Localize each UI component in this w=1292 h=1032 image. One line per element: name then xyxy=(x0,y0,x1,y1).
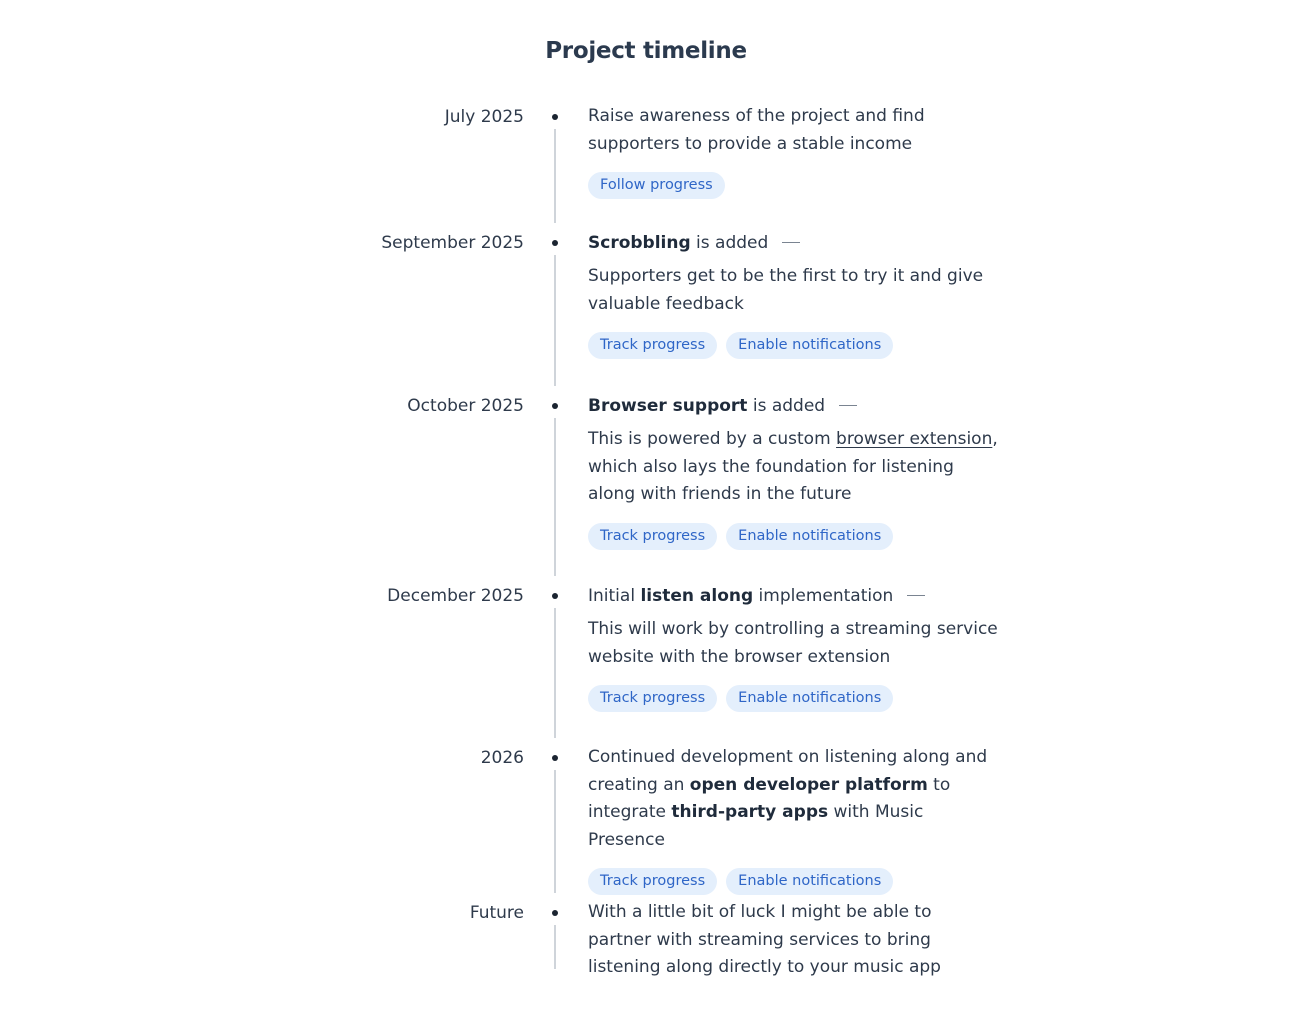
track-progress-button[interactable]: Track progress xyxy=(588,523,717,550)
timeline-tags xyxy=(588,868,1008,895)
description-bold: third-party apps xyxy=(671,802,829,822)
timeline-description: Supporters get to be the first to try it and give valuable feedback xyxy=(588,266,984,314)
timeline-rail xyxy=(524,899,588,989)
timeline-heading xyxy=(588,229,1008,257)
timeline-content xyxy=(588,103,1008,229)
browser-extension-link[interactable]: browser extension xyxy=(836,429,993,449)
timeline-heading-bold: Scrobbling xyxy=(588,233,691,253)
timeline-content xyxy=(588,392,1008,582)
timeline-dot xyxy=(552,240,558,246)
timeline-dot xyxy=(552,593,558,599)
description-text: with Music Presence xyxy=(588,802,924,850)
enable-notifications-button[interactable]: Enable notifications xyxy=(726,332,893,359)
track-progress-button[interactable]: Track progress xyxy=(588,868,717,895)
timeline-entry-december-2025 xyxy=(0,582,1292,744)
timeline-description xyxy=(588,744,1003,854)
timeline-heading xyxy=(588,582,1008,610)
timeline-heading xyxy=(588,392,1008,420)
enable-notifications-button[interactable]: Enable notifications xyxy=(726,868,893,895)
dash-divider xyxy=(782,242,800,243)
dash-divider xyxy=(839,405,857,406)
timeline-rail xyxy=(524,103,588,229)
timeline-tags xyxy=(588,523,1008,550)
timeline-heading-bold: listen along xyxy=(640,586,754,606)
timeline-dot xyxy=(552,755,558,761)
timeline-date: October 2025 xyxy=(407,396,524,416)
timeline-content xyxy=(588,899,1008,989)
timeline-heading-rest: is added xyxy=(747,396,826,416)
timeline-line xyxy=(554,418,556,576)
timeline-entry-july-2025 xyxy=(0,103,1292,229)
timeline xyxy=(0,103,1292,989)
timeline-date: 2026 xyxy=(480,748,524,768)
timeline-date: July 2025 xyxy=(444,107,524,127)
timeline-heading-rest: implementation xyxy=(753,586,894,606)
timeline-line xyxy=(554,129,556,223)
timeline-dot xyxy=(552,403,558,409)
timeline-content xyxy=(588,582,1008,744)
enable-notifications-button[interactable]: Enable notifications xyxy=(726,523,893,550)
timeline-dot xyxy=(552,114,558,120)
timeline-dot xyxy=(552,910,558,916)
timeline-entry-2026 xyxy=(0,744,1292,899)
timeline-heading-pre: Initial xyxy=(588,586,641,606)
timeline-date: September 2025 xyxy=(381,233,524,253)
timeline-description xyxy=(588,426,998,509)
timeline-rail xyxy=(524,582,588,744)
timeline-date: Future xyxy=(469,903,524,923)
timeline-rail xyxy=(524,744,588,899)
timeline-line xyxy=(554,608,556,738)
timeline-content xyxy=(588,744,1008,899)
timeline-rail xyxy=(524,229,588,392)
timeline-date: December 2025 xyxy=(387,586,524,606)
timeline-description: Raise awareness of the project and find supporters to provide a stable income xyxy=(588,106,925,154)
timeline-content xyxy=(588,229,1008,392)
timeline-entry-october-2025 xyxy=(0,392,1292,582)
timeline-heading-bold: Browser support xyxy=(588,396,748,416)
enable-notifications-button[interactable]: Enable notifications xyxy=(726,685,893,712)
description-text: This is powered by a custom xyxy=(588,429,837,449)
dash-divider xyxy=(907,595,925,596)
timeline-description: This will work by controlling a streaming service website with the browser extension xyxy=(588,619,998,667)
description-text: Continued development on listening along and creating an xyxy=(588,747,988,795)
timeline-entry-september-2025 xyxy=(0,229,1292,392)
timeline-heading-rest: is added xyxy=(690,233,769,253)
timeline-line xyxy=(554,770,556,893)
description-bold: open developer platform xyxy=(689,774,928,795)
description-text: to integrate xyxy=(588,774,951,822)
follow-progress-button[interactable]: Follow progress xyxy=(588,172,725,199)
track-progress-button[interactable]: Track progress xyxy=(588,332,717,359)
page-title: Project timeline xyxy=(545,38,747,64)
track-progress-button[interactable]: Track progress xyxy=(588,685,717,712)
timeline-line xyxy=(554,255,556,386)
description-text: , which also lays the foundation for listening along with friends in the future xyxy=(588,429,998,504)
timeline-tags xyxy=(588,172,1008,199)
timeline-entry-future xyxy=(0,899,1292,989)
timeline-tags xyxy=(588,332,1008,359)
timeline-rail xyxy=(524,392,588,582)
timeline-tags xyxy=(588,685,1008,712)
timeline-description: With a little bit of luck I might be able to partner with streaming services to bring listening along directly to your music app xyxy=(588,902,941,977)
timeline-line xyxy=(554,925,556,969)
